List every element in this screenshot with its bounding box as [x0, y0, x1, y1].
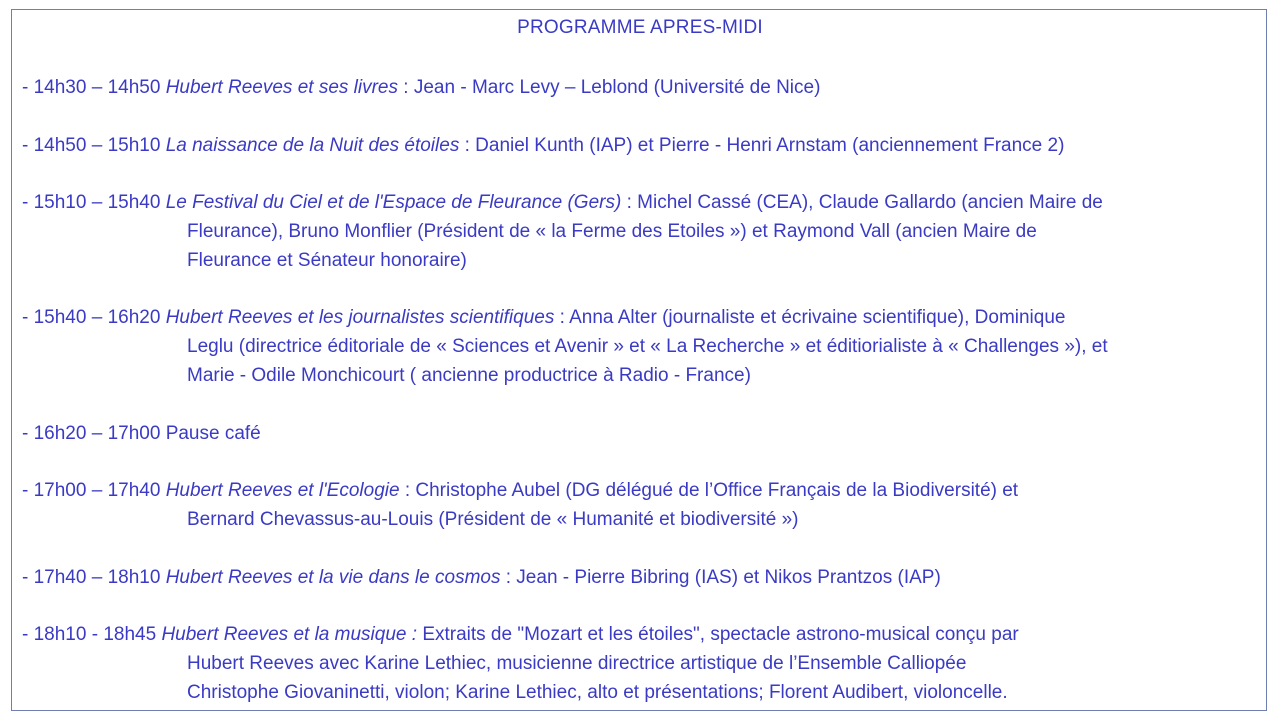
entry-topic: Hubert Reeves et la musique :: [161, 624, 423, 645]
program-entry: [22, 419, 1267, 448]
entry-speakers: : Anna Alter (journaliste et écrivaine scientifique), Dominique: [554, 307, 1066, 328]
entry-time: - 15h40 – 16h20: [22, 307, 166, 328]
entry-time: - 14h50 – 15h10: [22, 135, 166, 156]
entry-first-line: [22, 188, 1267, 217]
entry-speakers: : Jean - Marc Levy – Leblond (Université de Nice): [398, 77, 821, 98]
entry-speakers: Pause café: [165, 423, 261, 444]
entry-topic: Hubert Reeves et l'Ecologie: [165, 480, 400, 501]
entry-continuation-line: Leglu (directrice éditoriale de « Sciences et Avenir » et « La Recherche » et éditiorialiste à « Challenges »), et: [187, 336, 1108, 357]
entry-continuation-line: Bernard Chevassus-au-Louis (Président de « Humanité et biodiversité »): [187, 509, 799, 530]
entry-topic: La naissance de la Nuit des étoiles: [165, 135, 460, 156]
entry-first-line: [22, 620, 1267, 649]
entry-first-line: [22, 563, 1267, 592]
program-entry: [22, 563, 1267, 592]
program-entry: [22, 620, 1267, 707]
program-entry: [22, 188, 1267, 275]
entry-first-line: [22, 131, 1267, 160]
entry-speakers: Extraits de "Mozart et les étoiles", spectacle astrono-musical conçu par: [422, 624, 1019, 645]
entry-first-line: [22, 476, 1267, 505]
entry-continuation-line: Christophe Giovaninetti, violon; Karine Lethiec, alto et présentations; Florent Audibert, violoncelle.: [187, 682, 1008, 703]
page-title: PROGRAMME APRES-MIDI: [517, 17, 763, 38]
entry-time: - 15h10 – 15h40: [22, 192, 166, 213]
entry-continuation-line: Fleurance), Bruno Monflier (Président de « la Ferme des Etoiles ») et Raymond Vall (ancien Maire de: [187, 221, 1037, 242]
entry-time: - 18h10 - 18h45: [22, 624, 162, 645]
entry-first-line: [22, 73, 1267, 102]
entry-topic: Hubert Reeves et la vie dans le cosmos: [165, 567, 501, 588]
entry-first-line: [22, 419, 1267, 448]
entry-continuation-line: Marie - Odile Monchicourt ( ancienne productrice à Radio - France): [187, 365, 751, 386]
entry-speakers: : Michel Cassé (CEA), Claude Gallardo (ancien Maire de: [621, 192, 1103, 213]
entry-time: - 17h00 – 17h40: [22, 480, 166, 501]
entry-speakers: : Christophe Aubel (DG délégué de l’Office Français de la Biodiversité) et: [399, 480, 1019, 501]
entry-continuation-line: Hubert Reeves avec Karine Lethiec, musicienne directrice artistique de l’Ensemble Calliopée: [187, 653, 967, 674]
entry-continuation-line: Fleurance et Sénateur honoraire): [187, 250, 467, 271]
program-entry: [22, 131, 1267, 160]
program-entry: [22, 303, 1267, 390]
program-entry: [22, 73, 1267, 102]
entry-speakers: : Daniel Kunth (IAP) et Pierre - Henri Arnstam (anciennement France 2): [459, 135, 1065, 156]
program-entry: [22, 476, 1267, 534]
entry-topic: Hubert Reeves et ses livres: [165, 77, 399, 98]
entry-topic: Le Festival du Ciel et de l'Espace de Fleurance (Gers): [165, 192, 622, 213]
entry-time: - 16h20 – 17h00: [22, 423, 166, 444]
entry-time: - 17h40 – 18h10: [22, 567, 166, 588]
entry-first-line: [22, 303, 1267, 332]
entry-topic: Hubert Reeves et les journalistes scientifiques: [165, 307, 555, 328]
entry-speakers: : Jean - Pierre Bibring (IAS) et Nikos Prantzos (IAP): [500, 567, 941, 588]
entry-time: - 14h30 – 14h50: [22, 77, 166, 98]
